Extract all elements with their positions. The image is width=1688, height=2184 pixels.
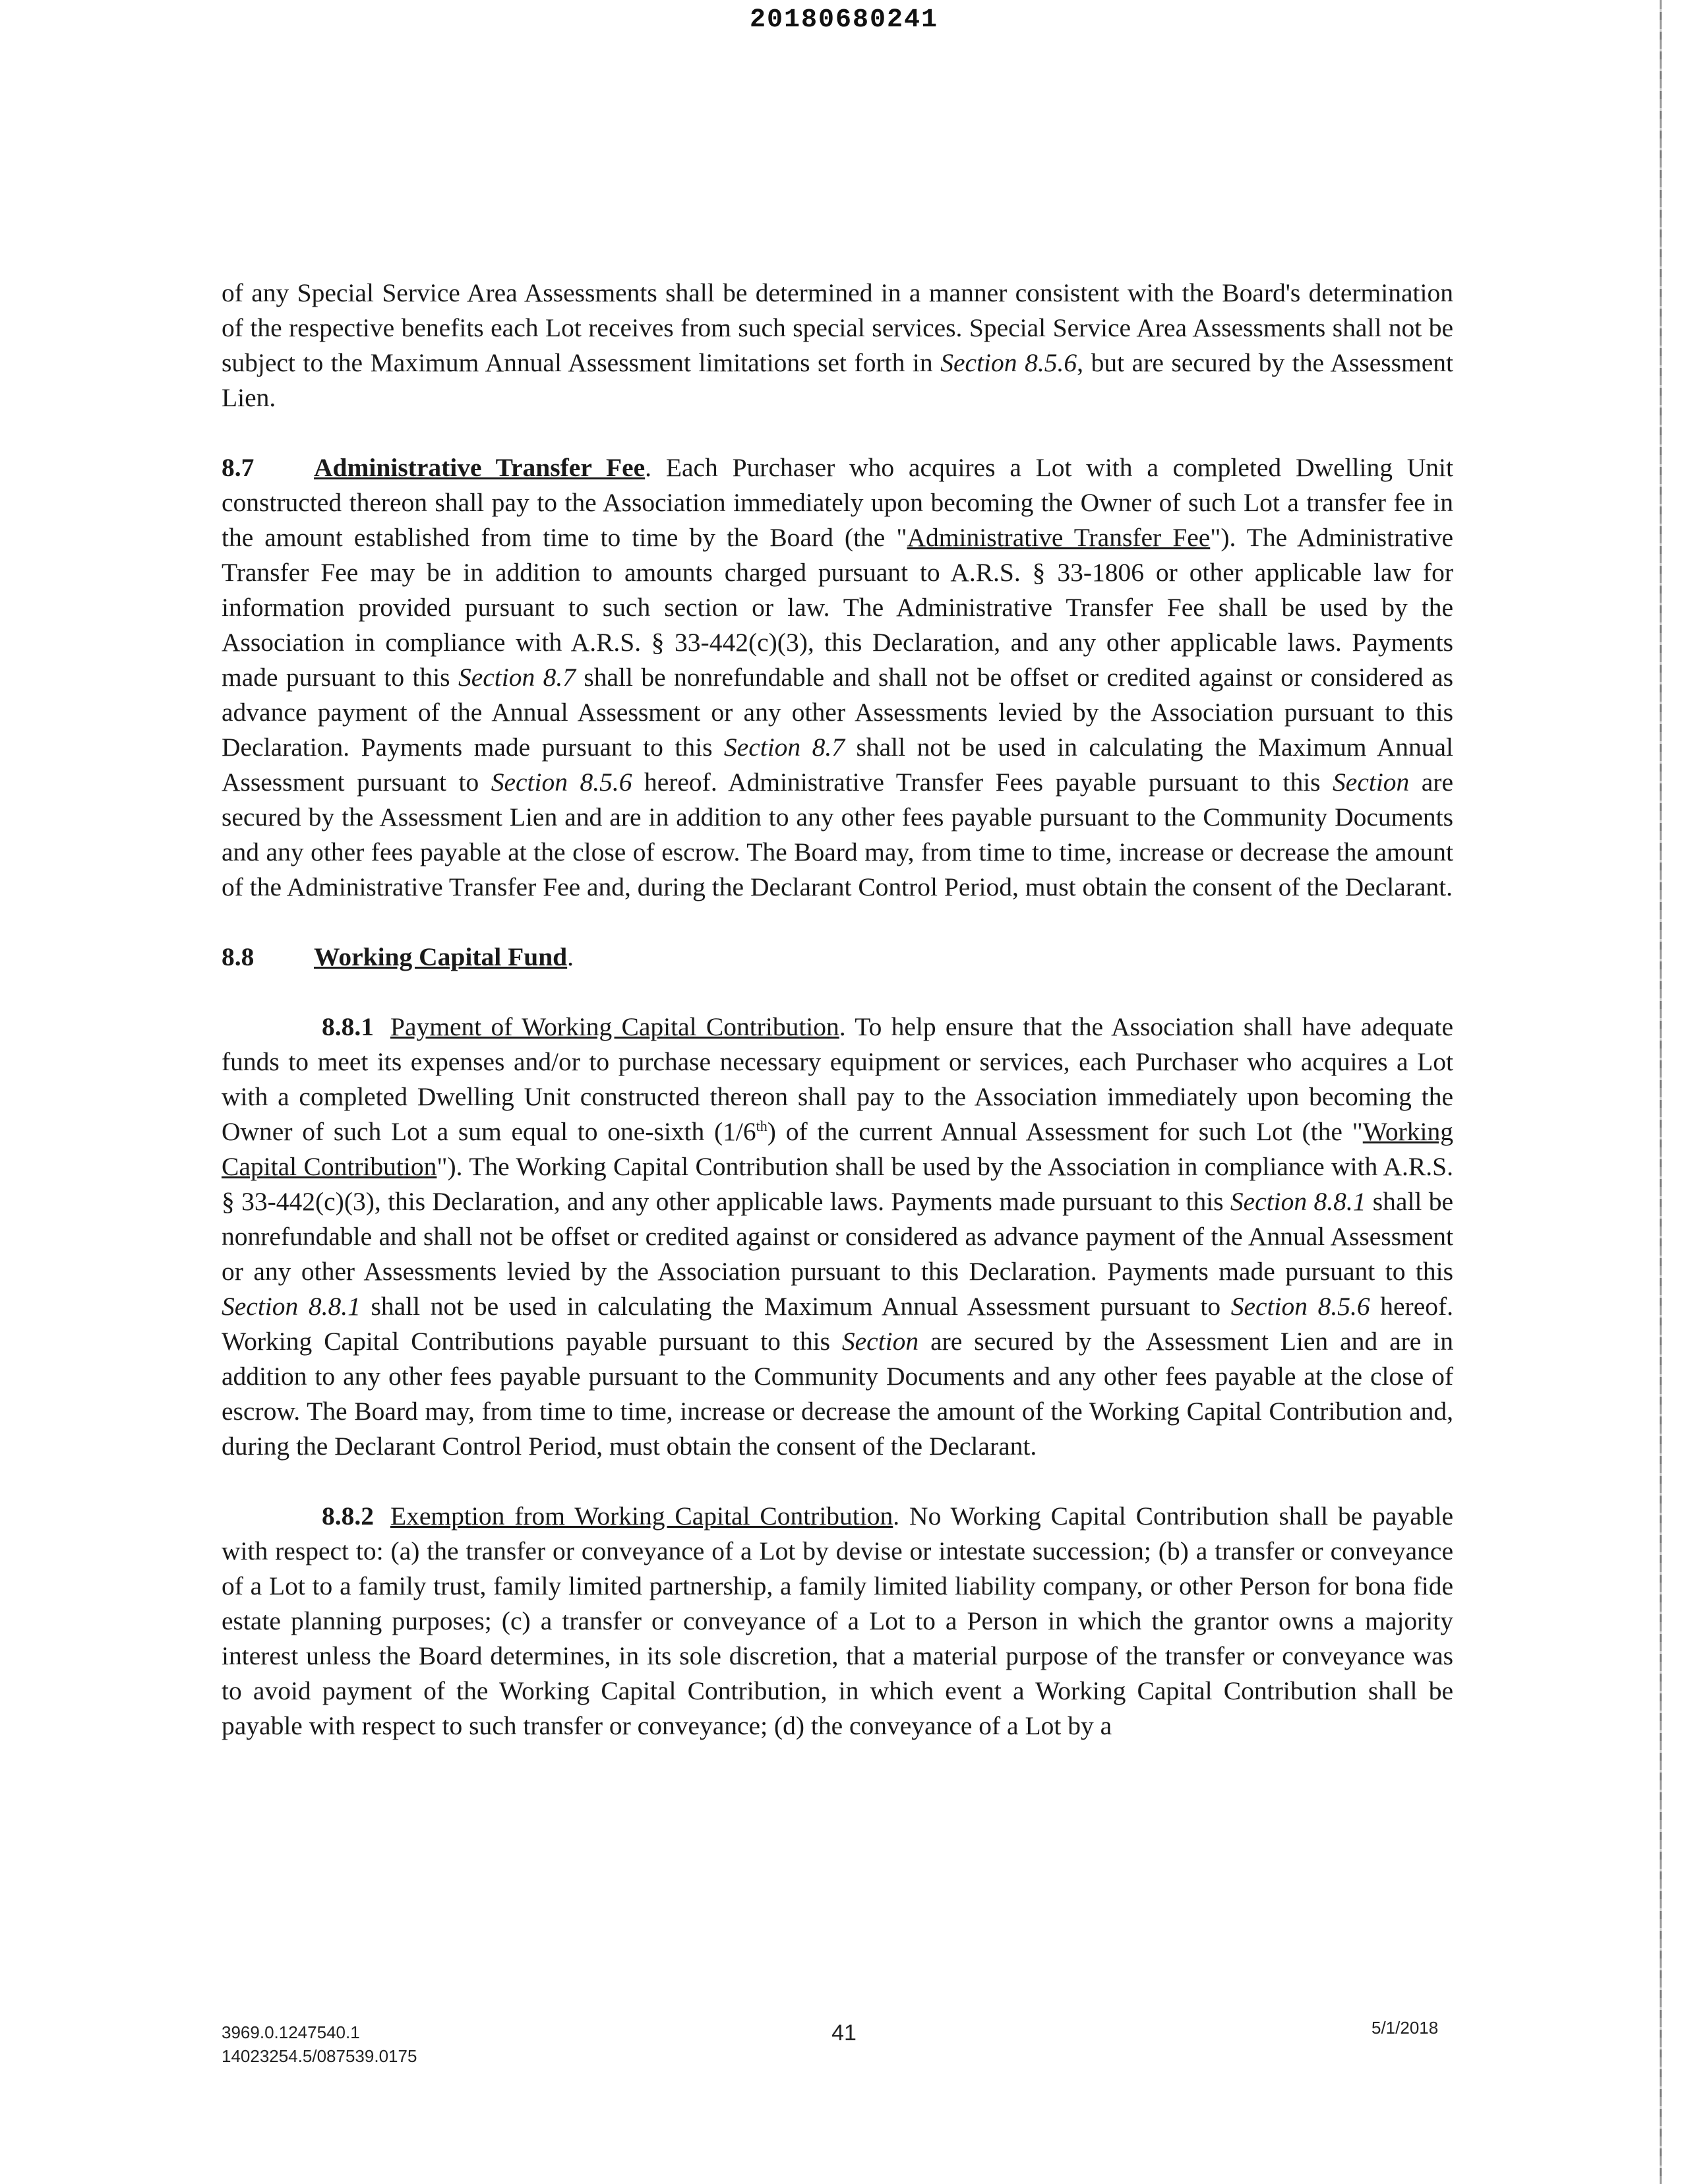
section-number: 8.7 (222, 453, 255, 482)
page-number: 41 (831, 2020, 857, 2046)
section-8-8: 8.8 Working Capital Fund. (222, 940, 1453, 975)
footer-doc-id: 14023254.5/087539.0175 (222, 2046, 417, 2066)
section-title: Exemption from Working Capital Contribution (390, 1502, 893, 1531)
section-8-8-1: 8.8.1 Payment of Working Capital Contribution. To help ensure that the Association shall have adequate funds to meet its expenses and/or to purchase necessary equipment or services, each Purchaser who acquires a Lot with a completed Dwelling Unit constructed thereon shall pay to the Association immediately upon becoming the Owner of such Lot a sum equal to one-sixth (1/6th) of the current Annual Assessment for such Lot (the "Working Capital Contribution"). The Working Capital Contribution shall be used by the Association in compliance with A.R.S. § 33-442(c)(3), this Declaration, and any other applicable laws. Payments made pursuant to this Section 8.8.1 shall be nonrefundable and shall not be offset or credited against or considered as advance payment of the Annual Assessment or any other Assessments levied by the Association pursuant to this Declaration. Payments made pursuant to this Section 8.8.1 shall not be used in calculating the Maximum Annual Assessment pursuant to Section 8.5.6 hereof. Working Capital Contributions payable pursuant to this Section are secured by the Assessment Lien and are in addition to any other fees payable pursuant to the Community Documents and any other fees payable at the close of escrow. The Board may, from time to time, increase or decrease the amount of the Working Capital Contribution and, during the Declarant Control Period, must obtain the consent of the Declarant. (222, 1010, 1453, 1464)
section-title: Working Capital Fund (314, 942, 568, 971)
section-reference: Section 8.5.6 (1230, 1292, 1370, 1321)
section-number: 8.8 (222, 942, 255, 971)
section-number: 8.8.2 (322, 1502, 374, 1531)
section-reference: Section 8.5.6 (491, 768, 632, 797)
section-reference: Section 8.7 (723, 733, 845, 762)
section-reference: Section 8.8.1 (1230, 1187, 1366, 1216)
section-8-8-2: 8.8.2 Exemption from Working Capital Contribution. No Working Capital Contribution shall be payable with respect to: (a) the transfer or conveyance of a Lot by devise or intestate succession; (b) a transfer or conveyance of a Lot to a family trust, family limited partnership, a family limited liability company, or other Person for bona fide estate planning purposes; (c) a transfer or conveyance of a Lot to a Person in which the grantor owns a majority interest unless the Board determines, in its sole discretion, that a material purpose of the transfer or conveyance was to avoid payment of the Working Capital Contribution, in which event a Working Capital Contribution shall be payable with respect to such transfer or conveyance; (d) the conveyance of a Lot by a (222, 1499, 1453, 1744)
document-body (222, 276, 1453, 1744)
section-reference: Section (841, 1327, 919, 1356)
defined-term: Administrative Transfer Fee (907, 523, 1211, 552)
section-reference: Section (1333, 768, 1410, 797)
section-reference: Section 8.8.1 (222, 1292, 361, 1321)
section-title: Administrative Transfer Fee (314, 453, 646, 482)
section-8-7: 8.7 Administrative Transfer Fee. Each Purchaser who acquires a Lot with a completed Dwelling Unit constructed thereon shall pay to the Association immediately upon becoming the Owner of such Lot a transfer fee in the amount established from time to time by the Board (the "Administrative Transfer Fee"). The Administrative Transfer Fee may be in addition to amounts charged pursuant to A.R.S. § 33-1806 or other applicable law for information provided pursuant to such section or law. The Administrative Transfer Fee shall be used by the Association in compliance with A.R.S. § 33-442(c)(3), this Declaration, and any other applicable laws. Payments made pursuant to this Section 8.7 shall be nonrefundable and shall not be offset or credited against or considered as advance payment of the Annual Assessment or any other Assessments levied by the Association pursuant to this Declaration. Payments made pursuant to this Section 8.7 shall not be used in calculating the Maximum Annual Assessment pursuant to Section 8.5.6 hereof. Administrative Transfer Fees payable pursuant to this Section are secured by the Assessment Lien and are in addition to any other fees payable pursuant to the Community Documents and any other fees payable at the close of escrow. The Board may, from time to time, increase or decrease the amount of the Administrative Transfer Fee and, during the Declarant Control Period, must obtain the consent of the Declarant. (222, 450, 1453, 905)
section-title: Payment of Working Capital Contribution (390, 1012, 839, 1041)
section-number: 8.8.1 (322, 1012, 374, 1041)
footer-date: 5/1/2018 (1372, 2018, 1439, 2038)
defined-term: Working Capital Contribution (222, 1117, 1453, 1181)
section-reference: Section 8.5.6 (940, 348, 1077, 377)
paragraph-continuation: of any Special Service Area Assessments shall be determined in a manner consistent with the Board's determination of the respective benefits each Lot receives from such special services. Special Service Area Assessments shall not be subject to the Maximum Annual Assessment limitations set forth in Section 8.5.6, but are secured by the Assessment Lien. (222, 278, 1454, 412)
scan-edge (1660, 0, 1662, 2184)
footer-doc-id: 3969.0.1247540.1 (222, 2022, 360, 2042)
recording-number: 20180680241 (749, 5, 939, 35)
section-reference: Section 8.7 (458, 663, 576, 692)
